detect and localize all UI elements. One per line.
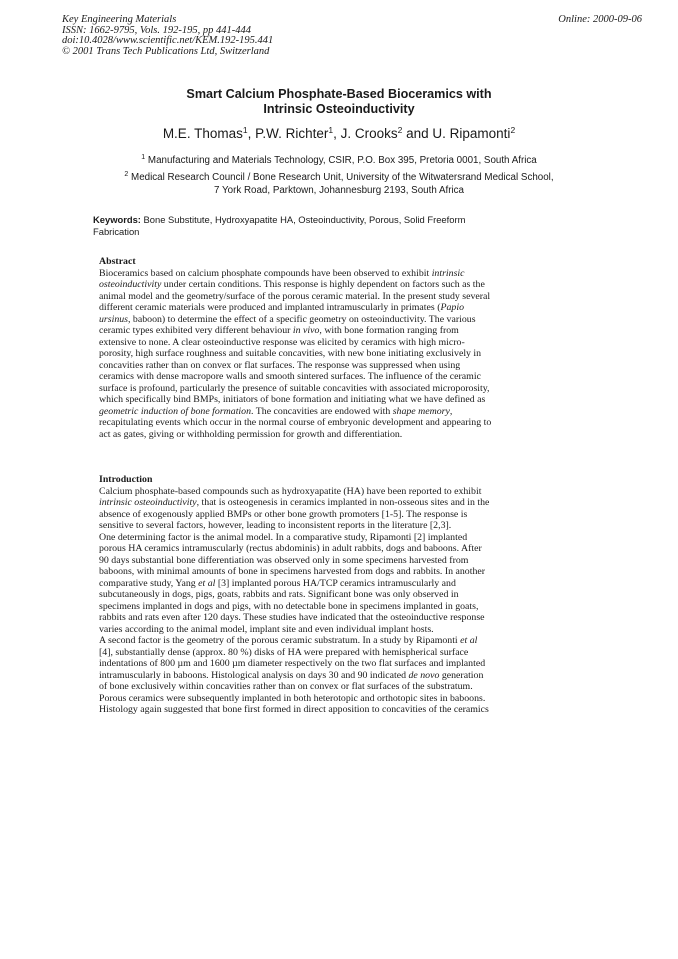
abstract-heading: Abstract (99, 256, 136, 267)
text-line (99, 543, 549, 555)
text-line (99, 325, 549, 337)
text-line (99, 417, 549, 429)
text-line (99, 555, 549, 567)
text-line (99, 681, 549, 693)
text-run: intramuscularly in baboons. Histological analysis on days 30 and 90 indicated (99, 669, 409, 681)
text-line (99, 693, 549, 705)
text-line (99, 268, 549, 280)
text-line (99, 520, 549, 532)
text-run: absence of exogenously applied BMPs or other bone growth promoters [1-5]. The response is (99, 508, 468, 520)
issn-line: ISSN: 1662-9795, Vols. 192-195, pp 441-444 (62, 24, 251, 36)
journal-name: Key Engineering Materials (62, 14, 177, 25)
text-line (99, 486, 549, 498)
italic-text: shape memory (392, 405, 450, 417)
keywords-block (93, 214, 533, 237)
text-run: Bioceramics based on calcium phosphate compounds have been observed to exhibit (99, 267, 432, 279)
text-run: ceramic types exhibited very different behaviour (99, 325, 293, 336)
keywords-label: Keywords: (93, 214, 141, 225)
text-run: surface is profound, particularly the presence of suitable concavities with associated microporosity, (99, 382, 490, 394)
text-line (99, 658, 549, 670)
author-list (0, 126, 678, 142)
text-run: under certain conditions. This response is highly dependent on factors such as the (161, 279, 485, 290)
text-line (99, 360, 549, 372)
author-affil-mark: 1 (242, 125, 248, 135)
text-line (99, 589, 549, 601)
text-line (99, 601, 549, 613)
text-run: concavities rather than on convex or flat surfaces. The response was suppressed when using (99, 359, 461, 371)
text-run: different ceramic materials were produced and implanted intramuscularly in primates ( (99, 302, 441, 313)
title-line-1: Smart Calcium Phosphate-Based Bioceramics with (186, 87, 492, 101)
italic-text: intrinsic osteoinductivity (99, 497, 197, 508)
text-run: rabbits and rats even after 120 days. These studies have indicated that the osteoinductive response (99, 612, 485, 623)
introduction-section (99, 474, 549, 716)
text-line (99, 383, 549, 395)
text-run: varies according to the animal model, implant site and even individual implant hosts. (99, 623, 434, 635)
text-run: porous HA ceramics intramuscularly (rectus abdominis) in adult rabbits, dogs and baboons. After (99, 543, 482, 554)
affiliation-text: Manufacturing and Materials Technology, CSIR, P.O. Box 395, Pretoria 0001, South Africa (147, 155, 537, 166)
text-run: , with bone formation ranging from (319, 325, 459, 336)
text-line (99, 394, 549, 406)
text-run: [4], substantially dense (approx. 80 %) disks of HA were prepared with hemispherical surface (99, 646, 469, 658)
text-line (99, 348, 549, 360)
abstract-body (99, 268, 549, 441)
affiliation-text: Medical Research Council / Bone Research Unit, University of the Witwatersrand Medical School, (131, 172, 554, 183)
keywords-text: Fabrication (93, 225, 140, 237)
text-run: subcutaneously in dogs, pigs, goats, rabbits and rats. Significant bone was only observed in (99, 589, 459, 600)
italic-text: et al (198, 577, 216, 589)
text-run: . The concavities are endowed with (251, 405, 393, 417)
text-run: , (449, 405, 453, 417)
author-name: J. Crooks (340, 126, 398, 141)
text-line (99, 371, 549, 383)
online-date: Online: 2000-09-06 (558, 14, 642, 25)
title-line-2: Intrinsic Osteoinductivity (263, 102, 415, 116)
text-run: ceramics with dense macropore walls and smooth sintered surfaces. The influence of the ceramic (99, 371, 481, 382)
text-run: porosity, high surface roughness and suitable concavities, with new bone initiating exclusively in (99, 348, 482, 359)
copyright-line: © 2001 Trans Tech Publications Ltd, Switzerland (62, 45, 270, 57)
introduction-heading: Introduction (99, 474, 153, 485)
text-run: 90 days substantial bone differentiation was observed only in some specimens harvested from (99, 554, 469, 566)
author-name: P.W. Richter (255, 126, 329, 141)
text-line (99, 578, 549, 590)
text-run: which specifically bind BMPs, initiators of bone formation and initiating what we have defined as (99, 394, 486, 405)
paper-title (0, 87, 678, 117)
author-affil-mark: 2 (510, 125, 516, 135)
text-line (99, 532, 549, 544)
author-affil-mark: 1 (328, 125, 334, 135)
affiliation-number: 2 (124, 171, 129, 178)
keywords-text: Bone Substitute, Hydroxyapatite HA, Osteoinductivity, Porous, Solid Freeform (140, 214, 466, 225)
author-separator: , (247, 126, 256, 141)
text-run: of bone exclusively within concavities rather than on convex or flat surfaces of the substratum. (99, 681, 473, 692)
text-run: [3] implanted porous HA/TCP ceramics intramuscularly and (215, 577, 456, 589)
text-run: extensive to none. A clear osteoinductive response was elicited by ceramics with high micro- (99, 336, 465, 348)
author-name: U. Ripamonti (432, 126, 511, 141)
italic-text: ursinus, (99, 313, 131, 325)
introduction-body (99, 486, 549, 716)
text-line (99, 509, 549, 521)
italic-text: osteoinductivity (99, 279, 162, 290)
affiliation-text: 7 York Road, Parktown, Johannesburg 2193, South Africa (214, 184, 464, 196)
text-run: comparative study, Yang (99, 577, 199, 589)
text-run: baboon) to determine the effect of a specific geometry on osteoinductivity. The various (130, 313, 476, 325)
text-line (99, 624, 549, 636)
text-line (99, 635, 549, 647)
journal-header (62, 15, 273, 57)
text-run: Porous ceramics were subsequently implanted in both heterotopic and orthotopic sites in baboons. (99, 692, 486, 704)
text-run: specimens implanted in dogs and pigs, with no detectable bone in specimens implanted in goats, (99, 600, 479, 612)
italic-text: in vivo (292, 325, 320, 336)
affiliation-2 (0, 172, 678, 197)
text-run: Histology again suggested that bone first formed in direct apposition to concavities of the ceramics (99, 704, 489, 715)
text-line (99, 429, 549, 441)
text-line (99, 566, 549, 578)
text-run: A second factor is the geometry of the porous ceramic substratum. In a study by Ripamonti (99, 635, 461, 646)
italic-text: geometric induction of bone formation (99, 405, 252, 417)
text-run: , that is osteogenesis in ceramics implanted in non-osseous sites and in the (196, 497, 490, 508)
author-name: M.E. Thomas (162, 126, 243, 141)
italic-text: et al (460, 635, 478, 646)
italic-text: Papio (440, 302, 464, 313)
abstract-section (99, 256, 549, 440)
text-line (99, 406, 549, 418)
text-run: sensitive to several factors, however, leading to inconsistent reports in the literature [2,3]. (99, 520, 452, 531)
text-line (99, 647, 549, 659)
author-separator: , (333, 126, 341, 141)
italic-text: de novo (408, 669, 440, 681)
text-run: Calcium phosphate-based compounds such as hydroxyapatite (HA) have been reported to exhibit (99, 485, 482, 497)
text-line (99, 291, 549, 303)
author-separator: and (402, 126, 433, 141)
text-line (99, 670, 549, 682)
italic-text: intrinsic (431, 267, 465, 279)
text-line (99, 302, 549, 314)
text-line (99, 612, 549, 624)
text-run: generation (439, 669, 484, 681)
author-affil-mark: 2 (397, 125, 403, 135)
text-run: act as gates, giving or withholding permission for growth and differentiation. (99, 428, 403, 440)
text-line (99, 279, 549, 291)
affiliation-number: 1 (141, 154, 146, 161)
text-line (99, 497, 549, 509)
text-run: indentations of 800 µm and 1600 µm diameter respectively on the two flat surfaces and implanted (99, 658, 486, 669)
doi-line: doi:10.4028/www.scientific.net/KEM.192-195.441 (62, 35, 274, 46)
text-run: animal model and the geometry/surface of the porous ceramic material. In the present study several (99, 290, 491, 302)
text-line (99, 314, 549, 326)
affiliation-1 (0, 155, 678, 168)
text-run: recapitulating events which occur in the normal course of embryonic development and appearing to (99, 417, 492, 428)
text-run: One determining factor is the animal model. In a comparative study, Ripamonti [2] implanted (99, 531, 468, 543)
text-line (99, 704, 549, 716)
text-run: baboons, with minimal amounts of bone in specimens harvested from dogs and rabbits. In another (99, 566, 486, 577)
text-line (99, 337, 549, 349)
